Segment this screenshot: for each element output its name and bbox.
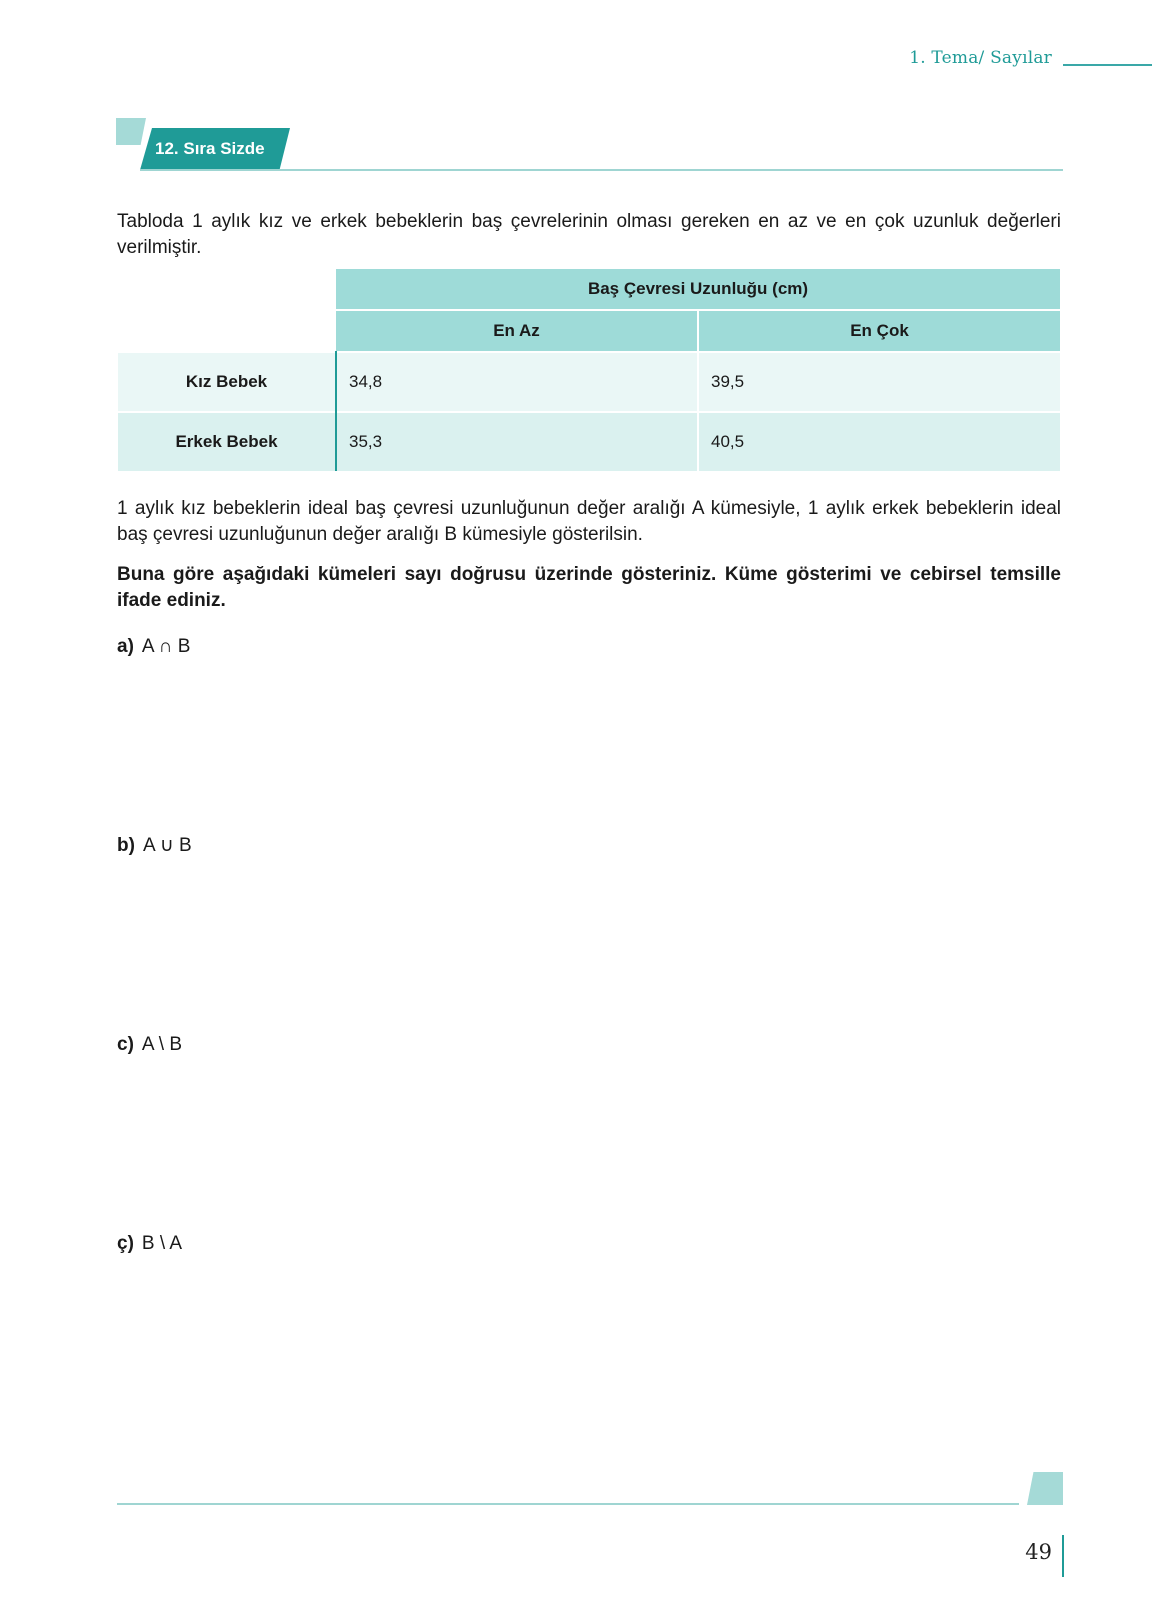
footer-rule [117,1503,1019,1505]
footer-decoration [1027,1472,1063,1505]
table-row [118,412,1060,471]
question-label: b) [117,835,135,856]
description-text: 1 aylık kız bebeklerin ideal baş çevresi uzunluğunun değer aralığı A kümesiyle, 1 aylık erkek bebeklerin ideal baş çevresi uzunluğunun değer aralığı B kümesiyle gösterilsin. [117,498,1061,545]
table-header-max: En Çok [698,310,1060,352]
table-row [118,352,1060,412]
cell-min: 34,8 [336,352,698,412]
question-label: c) [117,1034,134,1055]
head-circumference-table [118,269,1060,471]
cell-max: 40,5 [698,412,1060,471]
header-theme: 1. Tema/ Sayılar [909,48,1052,68]
table-header-min: En Az [336,310,698,352]
section-rule [140,169,1063,171]
cell-min: 35,3 [336,412,698,471]
question-expression: A ∪ B [142,835,192,856]
table-main-header: Baş Çevresi Uzunluğu (cm) [336,269,1060,310]
section-title: 12. Sıra Sizde [155,139,265,158]
row-label: Erkek Bebek [118,412,336,471]
cell-max: 39,5 [698,352,1060,412]
question-expression: A \ B [141,1034,183,1055]
question-expression: B \ A [141,1233,183,1254]
question-label: a) [117,636,134,657]
question-b [117,833,192,859]
question-c [117,1032,182,1058]
question-label: ç) [117,1233,134,1254]
intro-text: Tabloda 1 aylık kız ve erkek bebeklerin baş çevrelerinin olması gereken en az ve en çok uzunluk değerleri verilmiştir. [117,211,1061,258]
page-number-bar [1062,1535,1064,1577]
question-expression: A ∩ B [141,636,191,657]
instruction-text: Buna göre aşağıdaki kümeleri sayı doğrusu üzerinde gösteriniz. Küme gösterimi ve cebirsel temsille ifade ediniz. [117,564,1061,611]
table-corner-empty [118,269,336,310]
question-a [117,634,190,660]
header-rule [1063,64,1152,66]
section-decoration [116,118,146,145]
row-label: Kız Bebek [118,352,336,412]
page-number: 49 [1025,1540,1052,1564]
table-corner-empty [118,310,336,352]
question-c-cedilla [117,1231,182,1257]
